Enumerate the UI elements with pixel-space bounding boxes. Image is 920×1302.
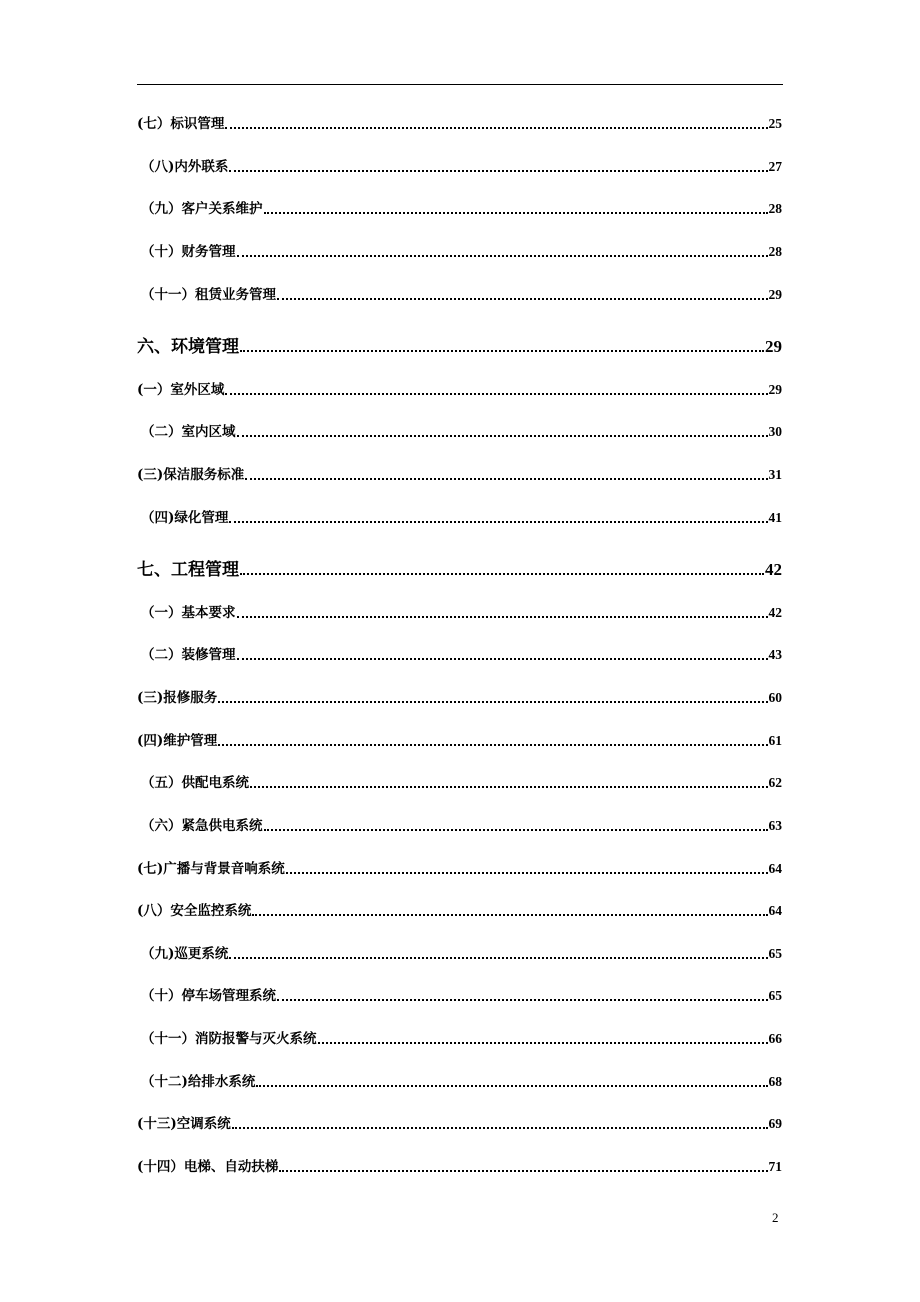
- toc-subsection-entry[interactable]: [137, 819, 782, 834]
- toc-dot-leader: [218, 699, 767, 703]
- toc-dot-leader: [279, 1168, 767, 1172]
- toc-entry-label: (三)保洁服务标准: [137, 467, 245, 483]
- toc-entry-page: 31: [768, 467, 782, 482]
- toc-entry-page: 64: [768, 903, 782, 918]
- toc-subsection-entry[interactable]: [137, 383, 782, 398]
- toc-entry-label: （十一）租赁业务管理: [141, 287, 276, 303]
- toc-entry-label: （十一）消防报警与灭火系统: [141, 1031, 317, 1047]
- toc-dot-leader: [218, 742, 767, 746]
- toc-entry-label: （六）紧急供电系统: [141, 818, 263, 834]
- toc-entry-label: （十）停车场管理系统: [141, 988, 276, 1004]
- toc-entry-label: (十三)空调系统: [137, 1116, 231, 1132]
- toc-entry-page: 69: [768, 1116, 782, 1131]
- toc-entry-label: （九)巡更系统: [141, 946, 229, 962]
- toc-entry-page: 63: [768, 818, 782, 833]
- toc-dot-leader: [229, 519, 767, 523]
- toc-subsection-entry[interactable]: [137, 1032, 782, 1047]
- toc-entry-page: 30: [768, 424, 782, 439]
- toc-dot-leader: [250, 784, 768, 788]
- toc-entry-label: （四)绿化管理: [141, 510, 229, 526]
- toc-dot-leader: [245, 476, 767, 480]
- toc-entry-label: (七）标识管理: [137, 116, 225, 132]
- toc-entry-page: 42: [768, 605, 782, 620]
- toc-dot-leader: [237, 433, 768, 437]
- toc-dot-leader: [225, 391, 767, 395]
- toc-subsection-entry[interactable]: [137, 511, 782, 526]
- toc-entry-page: 42: [765, 560, 782, 579]
- toc-entry-page: 66: [768, 1031, 782, 1046]
- toc-entry-page: 65: [768, 988, 782, 1003]
- toc-entry-label: 六、环境管理: [137, 337, 239, 357]
- toc-subsection-entry[interactable]: [137, 776, 782, 791]
- toc-entry-page: 28: [768, 201, 782, 216]
- page-number: 2: [772, 1210, 779, 1225]
- toc-subsection-entry[interactable]: [137, 947, 782, 962]
- toc-subsection-entry[interactable]: [137, 648, 782, 663]
- toc-entry-label: （二）室内区域: [141, 424, 236, 440]
- toc-dot-leader: [277, 997, 768, 1001]
- toc-dot-leader: [252, 912, 767, 916]
- toc-subsection-entry[interactable]: [137, 862, 782, 877]
- toc-entry-label: （十）财务管理: [141, 244, 236, 260]
- toc-entry-page: 29: [765, 337, 782, 356]
- toc-subsection-entry[interactable]: [137, 691, 782, 706]
- toc-entry-label: (四)维护管理: [137, 733, 218, 749]
- toc-dot-leader: [229, 168, 767, 172]
- toc-entry-page: 25: [768, 116, 782, 131]
- toc-dot-leader: [240, 571, 764, 575]
- toc-subsection-entry[interactable]: [137, 606, 782, 621]
- toc-subsection-entry[interactable]: [137, 160, 782, 175]
- toc-dot-leader: [229, 955, 767, 959]
- toc-subsection-entry[interactable]: [137, 1160, 782, 1175]
- toc-entry-page: 61: [768, 733, 782, 748]
- toc-entry-label: (一）室外区域: [137, 382, 225, 398]
- toc-entry-page: 62: [768, 775, 782, 790]
- toc-dot-leader: [237, 614, 768, 618]
- toc-entry-label: 七、工程管理: [137, 560, 239, 580]
- toc-entry-label: （五）供配电系统: [141, 775, 249, 791]
- toc-entry-label: (七)广播与背景音响系统: [137, 861, 285, 877]
- toc-entry-page: 29: [768, 382, 782, 397]
- toc-subsection-entry[interactable]: [137, 117, 782, 132]
- toc-entry-page: 60: [768, 690, 782, 705]
- toc-entry-page: 68: [768, 1074, 782, 1089]
- toc-subsection-entry[interactable]: [137, 1075, 782, 1090]
- toc-entry-label: （二）装修管理: [141, 647, 236, 663]
- toc-entry-page: 27: [768, 159, 782, 174]
- toc-entry-label: (八）安全监控系统: [137, 903, 252, 919]
- toc-entry-page: 41: [768, 510, 782, 525]
- toc-dot-leader: [232, 1125, 768, 1129]
- toc-dot-leader: [264, 827, 768, 831]
- toc-entry-label: （十二)给排水系统: [141, 1074, 256, 1090]
- toc-dot-leader: [256, 1083, 767, 1087]
- toc-dot-leader: [318, 1040, 768, 1044]
- toc-entry-page: 29: [768, 287, 782, 302]
- toc-dot-leader: [237, 253, 768, 257]
- toc-entry-label: （九）客户关系维护: [141, 201, 263, 217]
- toc-entry-page: 28: [768, 244, 782, 259]
- toc-subsection-entry[interactable]: [137, 202, 782, 217]
- toc-entry-page: 43: [768, 647, 782, 662]
- toc-entry-page: 71: [768, 1159, 782, 1174]
- toc-entry-label: （八)内外联系: [141, 159, 229, 175]
- toc-dot-leader: [225, 125, 767, 129]
- toc-subsection-entry[interactable]: [137, 468, 782, 483]
- toc-dot-leader: [277, 296, 768, 300]
- toc-entry-label: （一）基本要求: [141, 605, 236, 621]
- toc-entry-page: 65: [768, 946, 782, 961]
- toc-dot-leader: [237, 656, 768, 660]
- toc-dot-leader: [264, 210, 768, 214]
- toc-section-entry[interactable]: [137, 338, 782, 356]
- toc-subsection-entry[interactable]: [137, 245, 782, 260]
- toc-dot-leader: [286, 870, 768, 874]
- toc-subsection-entry[interactable]: [137, 989, 782, 1004]
- toc-subsection-entry[interactable]: [137, 425, 782, 440]
- toc-subsection-entry[interactable]: [137, 904, 782, 919]
- toc-subsection-entry[interactable]: [137, 734, 782, 749]
- toc-subsection-entry[interactable]: [137, 288, 782, 303]
- toc-entry-page: 64: [768, 861, 782, 876]
- toc-dot-leader: [240, 348, 764, 352]
- toc-subsection-entry[interactable]: [137, 1117, 782, 1132]
- header-rule: [137, 84, 783, 85]
- toc-entry-label: (三)报修服务: [137, 690, 218, 706]
- toc-section-entry[interactable]: [137, 561, 782, 579]
- toc-entry-label: (十四）电梯、自动扶梯: [137, 1159, 279, 1175]
